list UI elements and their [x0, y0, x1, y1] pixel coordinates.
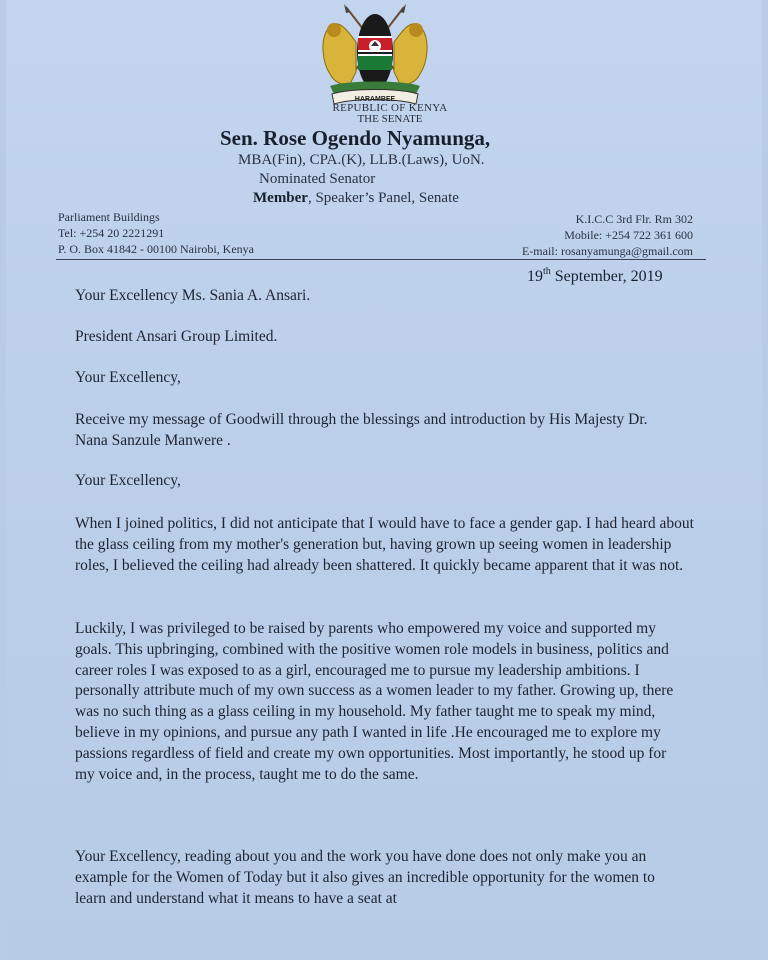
header-divider	[56, 259, 706, 260]
addressee-organization: President Ansari Group Limited.	[75, 328, 278, 345]
sender-qualifications: MBA(Fin), CPA.(K), LLB.(Laws), UoN.	[238, 152, 485, 168]
salutation-first: Your Excellency,	[75, 369, 181, 386]
address-right	[522, 211, 693, 259]
sender-name: Sen. Rose Ogendo Nyamunga,	[220, 126, 491, 150]
date-day: 19	[527, 268, 543, 285]
address-right-line1: K.I.C.C 3rd Flr. Rm 302	[575, 212, 693, 226]
address-left-line1: Parliament Buildings	[58, 210, 160, 224]
coat-of-arms-emblem	[316, 2, 434, 112]
paragraph-upbringing: Luckily, I was privileged to be raised by parents who empowered my voice and supported my goals. This upbringing, combined with the positive women role models in business, politics and career roles I was exposed to as a girl, encouraged me to pursue my leadership ambitions. I personally attribute much of my own success as a women leader to my father. Growing up, there was no such thing as a glass ceiling in my household. My father taught me to speak my mind, believe in my opinions, and pursue any path I wanted in life .He encouraged me to explore my passions regardless of field and create my own opportunities. Most importantly, he stood up for my voice and, in the process, taught me to do the same.	[75, 620, 674, 783]
paragraph-goodwill: Receive my message of Goodwill through the blessings and introduction by His Majesty Dr. Nana Sanzule Manwere .	[75, 411, 648, 449]
crest-motto: HARAMBEE	[354, 96, 396, 103]
member-detail: , Speaker’s Panel, Senate	[307, 190, 459, 206]
paragraph-excellency: Your Excellency, reading about you and the work you have done does not only make you an example for the Women of Today but it also gives an incredible opportunity for the women to learn and understand what it means to have a seat at	[75, 848, 655, 907]
address-left-line3: P. O. Box 41842 - 00100 Nairobi, Kenya	[58, 242, 254, 256]
date-suffix: th	[543, 266, 551, 277]
address-right-line2: Mobile: +254 722 361 600	[564, 228, 693, 242]
letter-date	[527, 266, 663, 286]
member-label: Member	[253, 190, 308, 206]
salutation-second: Your Excellency,	[75, 472, 181, 489]
addressee-line: Your Excellency Ms. Sania A. Ansari.	[75, 287, 311, 304]
address-left	[58, 209, 254, 257]
address-left-line2: Tel: +254 20 2221291	[58, 226, 165, 240]
republic-label: REPUBLIC OF KENYA	[332, 102, 448, 114]
paragraph-politics: When I joined politics, I did not anticipate that I would have to face a gender gap. I had heard about the glass ceiling from my mother's generation but, having grown up seeing women in leadership roles, I believed the ceiling had already been shattered. It quickly became apparent that it was not.	[75, 515, 694, 574]
address-right-line3: E-mail: rosanyamunga@gmail.com	[521, 244, 693, 258]
senate-label: THE SENATE	[357, 113, 423, 125]
date-rest: September, 2019	[550, 268, 663, 285]
letter-page	[6, 0, 762, 960]
sender-membership	[253, 190, 459, 207]
sender-title: Nominated Senator	[259, 171, 376, 187]
